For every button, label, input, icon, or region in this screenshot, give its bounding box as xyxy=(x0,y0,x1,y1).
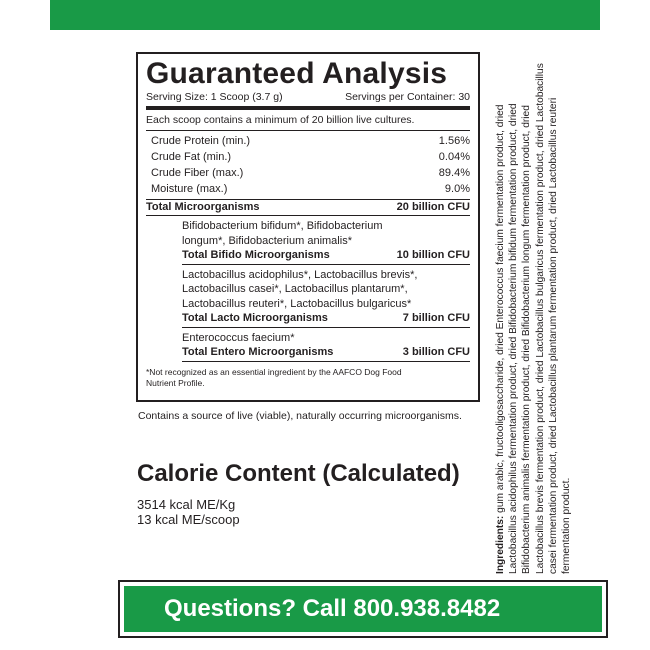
live-cultures-note: Each scoop contains a minimum of 20 billion live cultures. xyxy=(146,110,470,131)
group-total-label: Total Bifido Microorganisms xyxy=(182,249,330,261)
total-microorganisms-label: Total Microorganisms xyxy=(146,201,260,213)
total-microorganisms-row xyxy=(146,199,470,216)
serving-info xyxy=(146,90,470,110)
footnote-line: Nutrient Profile. xyxy=(146,377,205,388)
contact-text: Questions? Call 800.938.8482 xyxy=(124,586,602,632)
servings-per-container: Servings per Container: 30 xyxy=(345,91,470,103)
footnote-line: *Not recognized as an essential ingredient by the AAFCO Dog Food xyxy=(146,366,402,377)
group-line: Lactobacillus acidophilus*, Lactobacillus brevis*, xyxy=(182,268,418,281)
nutrient-row xyxy=(146,165,470,181)
calorie-per-scoop: 13 kcal ME/scoop xyxy=(137,512,240,527)
group-total-label: Total Lacto Microorganisms xyxy=(182,312,328,324)
group-line: Bifidobacterium bifidum*, Bifidobacterium xyxy=(182,220,383,232)
ingredients-panel xyxy=(494,44,573,574)
live-source-statement: Contains a source of live (viable), naturally occurring microorganisms. xyxy=(138,410,462,422)
analysis-title: Guaranteed Analysis xyxy=(146,57,448,90)
bifido-group xyxy=(182,216,470,265)
group-total-value: 3 billion CFU xyxy=(402,346,470,358)
group-line: Lactobacillus casei*, Lactobacillus plantarum*, xyxy=(182,283,408,295)
nutrient-value: 1.56% xyxy=(438,135,470,147)
top-green-band xyxy=(50,0,600,30)
calorie-title: Calorie Content (Calculated) xyxy=(137,460,460,487)
nutrient-value: 0.04% xyxy=(438,151,470,163)
calorie-per-kg: 3514 kcal ME/Kg xyxy=(137,497,236,512)
nutrient-name: Moisture (max.) xyxy=(151,183,228,195)
nutrient-row xyxy=(146,149,470,165)
nutrient-row xyxy=(146,181,470,197)
ingredients-label: Ingredients: xyxy=(495,515,506,574)
group-total xyxy=(182,248,470,263)
group-line: longum*, Bifidobacterium animalis* xyxy=(182,234,352,247)
lacto-group xyxy=(182,265,470,328)
entero-group xyxy=(182,328,470,362)
nutrient-value: 89.4% xyxy=(438,167,470,179)
group-total-value: 7 billion CFU xyxy=(402,312,470,324)
nutrient-row xyxy=(146,133,470,149)
nutrient-name: Crude Fat (min.) xyxy=(151,151,232,163)
contact-banner xyxy=(118,580,608,638)
group-total-label: Total Entero Microorganisms xyxy=(182,346,334,358)
group-total xyxy=(182,311,470,326)
group-line: Enterococcus faecium* xyxy=(182,331,295,344)
footnote xyxy=(146,362,470,389)
serving-size: Serving Size: 1 Scoop (3.7 g) xyxy=(146,91,283,103)
nutrient-value: 9.0% xyxy=(444,183,470,195)
guaranteed-analysis-panel xyxy=(136,52,480,402)
nutrient-name: Crude Protein (min.) xyxy=(151,135,251,147)
total-microorganisms-value: 20 billion CFU xyxy=(396,201,470,213)
ingredients-text: gum arabic, fructooligosaccharide, dried Enterococcus faecium fermentation product, dried Lactobacillus acidophilus fermentation product, dried Bifidobacterium bifidum fermentation product, dried Bifidobacterium animalis fermentation product, dried Bifidobacterium longum fermentation product, dried Lactobacillus brevis fermentation product, dried Lactobacillus bulgaricus fermentation product, dried Lactobacillus casei fermentation product, dried Lactobacillus plantarum fermentation product, dried Lactobacillus reuteri fermentation product. xyxy=(495,63,573,574)
group-line: Lactobacillus reuteri*, Lactobacillus bulgaricus* xyxy=(182,297,412,310)
nutrient-name: Crude Fiber (max.) xyxy=(151,167,244,179)
group-total-value: 10 billion CFU xyxy=(396,249,470,261)
group-total xyxy=(182,345,470,360)
